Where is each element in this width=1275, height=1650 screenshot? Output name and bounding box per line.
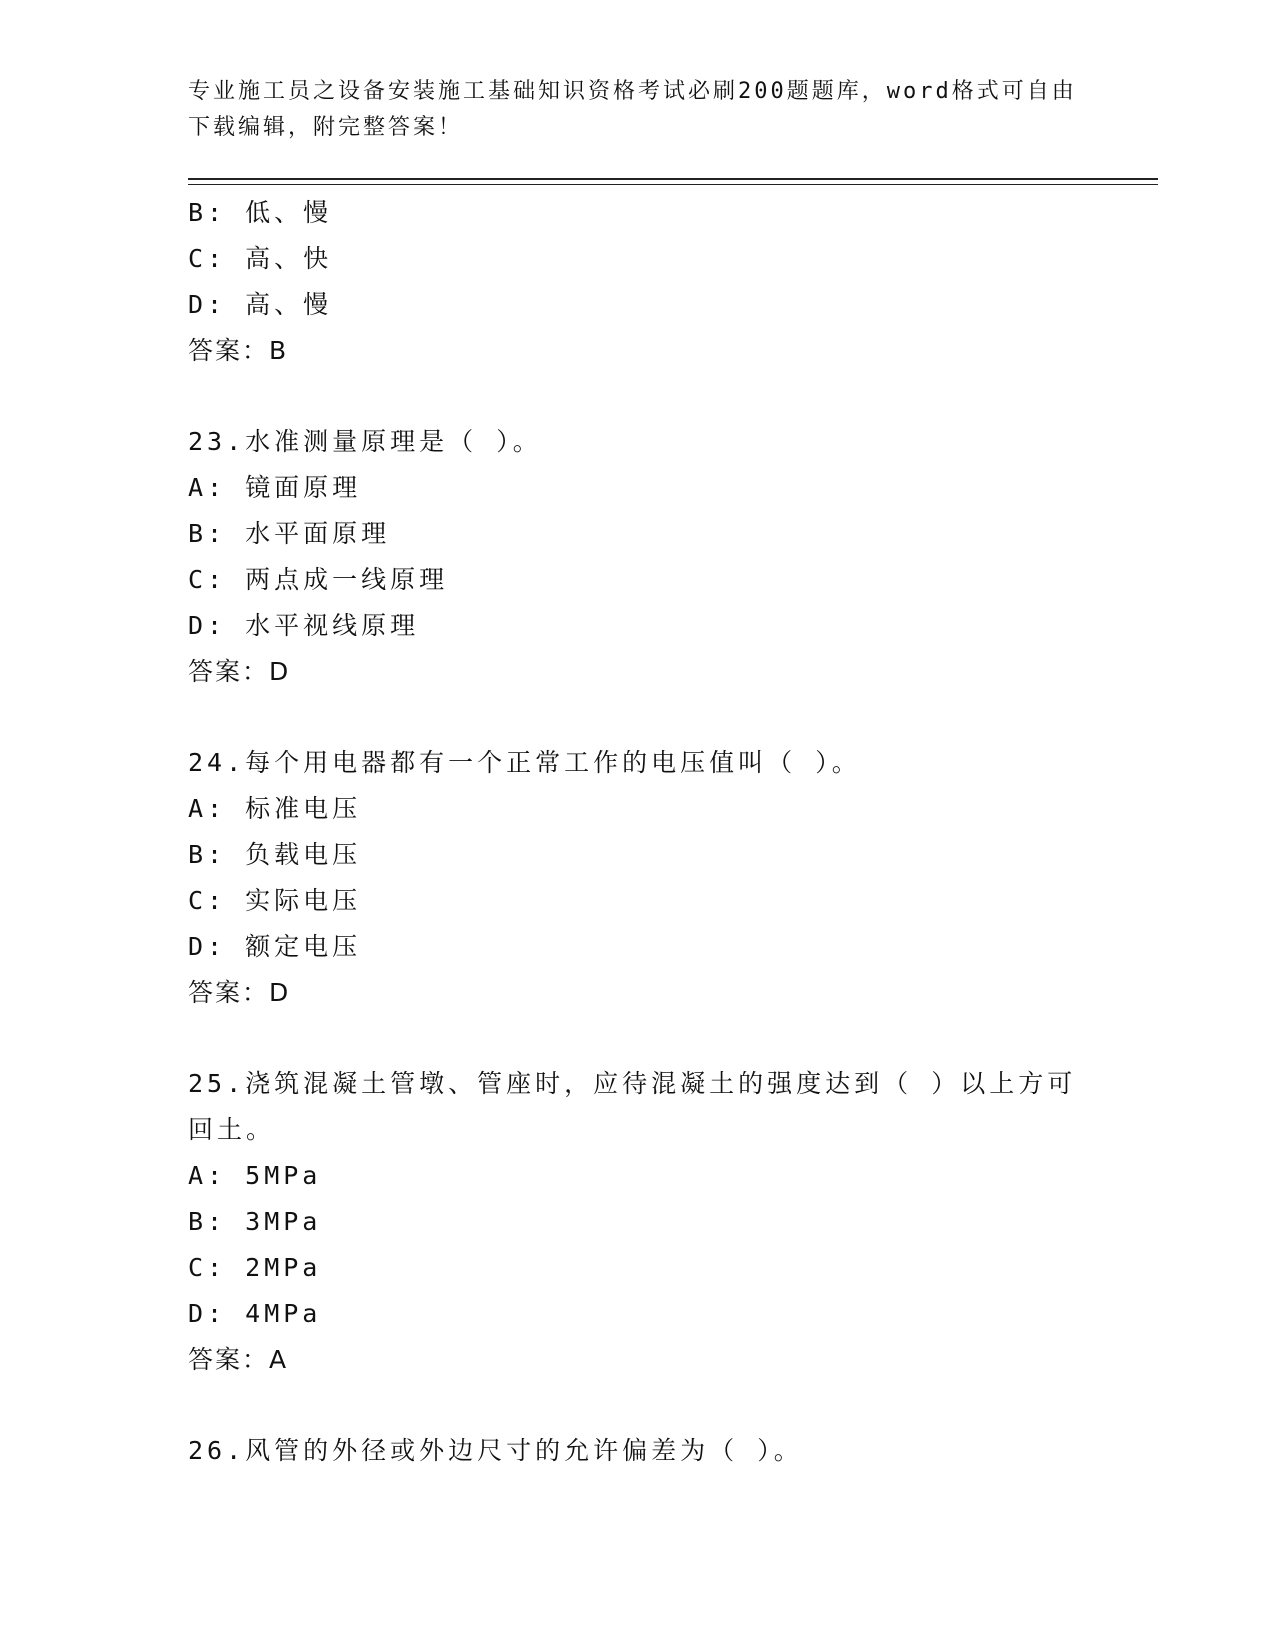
option-b: B: 3MPa (188, 1207, 322, 1236)
option-d: D: 额定电压 (188, 932, 362, 961)
header-divider (188, 178, 1158, 180)
question-block-26 (188, 1428, 1088, 1474)
header-title-line-1: 专业施工员之设备安装施工基础知识资格考试必刷200题题库，word格式可自由 (188, 79, 1077, 104)
header-title-line-2: 下载编辑，附完整答案！ (188, 115, 464, 140)
header-divider-thin (188, 184, 1158, 185)
question-block-23 (188, 419, 1088, 695)
question-block-22 (188, 190, 1088, 374)
option-b: B: 负载电压 (188, 840, 362, 869)
option-c: C: 2MPa (188, 1253, 322, 1282)
option-c: C: 实际电压 (188, 886, 362, 915)
question-block-24 (188, 740, 1088, 1016)
answer: 答案：D (188, 978, 291, 1007)
question-list (188, 190, 1088, 1474)
option-b: B: 水平面原理 (188, 519, 391, 548)
option-a: A: 5MPa (188, 1161, 322, 1190)
option-b: B: 低、慢 (188, 198, 333, 227)
option-d: D: 水平视线原理 (188, 611, 420, 640)
option-d: D: 4MPa (188, 1299, 322, 1328)
option-c: C: 两点成一线原理 (188, 565, 449, 594)
question-stem-continued: 回土。 (188, 1115, 276, 1144)
question-stem: 26.风管的外径或外边尺寸的允许偏差为（ ）。 (188, 1436, 803, 1465)
option-c: C: 高、快 (188, 244, 333, 273)
option-a: A: 标准电压 (188, 794, 362, 823)
question-block-25 (188, 1061, 1088, 1383)
question-stem: 23.水准测量原理是（ ）。 (188, 427, 542, 456)
answer: 答案：B (188, 336, 289, 365)
option-d: D: 高、慢 (188, 290, 333, 319)
answer: 答案：A (188, 1345, 289, 1374)
answer: 答案：D (188, 657, 291, 686)
question-stem: 25.浇筑混凝土管墩、管座时，应待混凝土的强度达到（ ）以上方可 (188, 1069, 1077, 1098)
option-a: A: 镜面原理 (188, 473, 362, 502)
question-stem: 24.每个用电器都有一个正常工作的电压值叫（ ）。 (188, 748, 861, 777)
document-header (188, 74, 1077, 146)
